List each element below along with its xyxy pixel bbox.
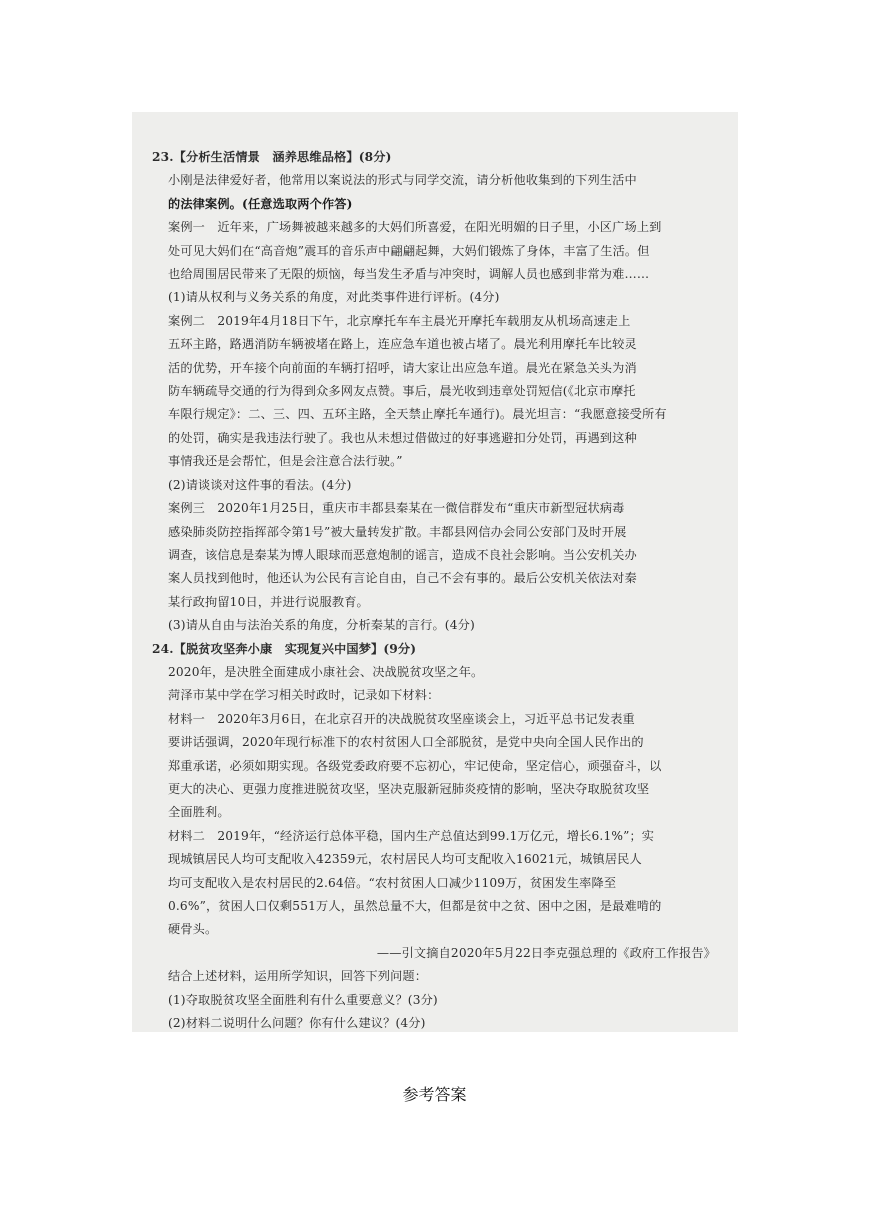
q24-intro-2: 菏泽市某中学在学习相关时政时，记录如下材料： (168, 688, 440, 703)
material1-line: 要讲话强调，2020年现行标准下的农村贫困人口全部脱贫，是党中央向全国人民作出的 (168, 735, 644, 750)
material1-line: 更大的决心、更强力度推进脱贫攻坚，坚决克服新冠肺炎疫情的影响，坚决夺取脱贫攻坚 (168, 781, 650, 796)
case1-line: 处可见大妈们在“高音炮”震耳的音乐声中翩翩起舞，大妈们锻炼了身体，丰富了生活。但 (168, 243, 650, 258)
case2-line: 的处罚，确实是我违法行驶了。我也从未想过借做过的好事逃避扣分处罚，再遇到这种 (168, 430, 637, 445)
answer-caption: 参考答案 (402, 1085, 467, 1104)
case3-line: 某行政拘留10日，并进行说服教育。 (168, 594, 369, 609)
q23-intro-1: 小刚是法律爱好者，他常用以案说法的形式与同学交流，请分析他收集到的下列生活中 (168, 173, 637, 188)
case2-line: 案例二 2019年4月18日下午，北京摩托车车主晨光开摩托车载朋友从机场高速走上 (168, 313, 631, 328)
case2-line: 事情我还是会帮忙，但是会注意合法行驶。” (168, 454, 403, 469)
material2-line: 硬骨头。 (168, 922, 218, 937)
case3-line: 案人员找到他时，他还认为公民有言论自由，自己不会有事的。最后公安机关依法对秦 (168, 571, 637, 586)
q23-question-3: (3)请从自由与法治关系的角度，分析秦某的言行。(4分) (168, 618, 475, 633)
case3-line: 调查，该信息是秦某为博人眼球而恶意炮制的谣言，造成不良社会影响。当公安机关办 (168, 547, 637, 562)
q23-question-1: (1)请从权利与义务关系的角度，对此类事件进行评析。(4分) (168, 290, 500, 305)
case2-line: 活的优势，开车接个向前面的车辆打招呼，请大家让出应急车道。晨光在紧急关头为消 (168, 360, 637, 375)
material2-line: 均可支配收入是农村居民的2.64倍。“农村贫困人口减少1109万，贫困发生率降至 (168, 875, 617, 890)
q23-heading: 23.【分析生活情景 涵养思维品格】(8分) (152, 150, 392, 164)
material1-line: 材料一 2020年3月6日，在北京召开的决战脱贫攻坚座谈会上，习近平总书记发表重 (168, 711, 635, 726)
material-source: ——引文摘自2020年5月22日李克强总理的《政府工作报告》 (376, 945, 716, 960)
material2-line: 材料二 2019年，“经济运行总体平稳，国内生产总值达到99.1万亿元，增长6.1%”；实 (168, 828, 655, 843)
material1-line: 郑重承诺，必须如期实现。各级党委政府要不忘初心，牢记使命，坚定信心，顽强奋斗，以 (168, 758, 662, 773)
material2-line: 0.6%”，贫困人口仅剩551万人，虽然总量不大，但都是贫中之贫、困中之困，是最难啃的 (168, 899, 662, 913)
q24-question-2: (2)材料二说明什么问题？你有什么建议？(4分) (168, 1016, 426, 1031)
case1-line: 案例一 近年来，广场舞被越来越多的大妈们所喜爱，在阳光明媚的日子里，小区广场上到 (168, 220, 662, 235)
material2-line: 现城镇居民人均可支配收入42359元，农村居民人均可支配收入16021元，城镇居民人 (168, 852, 642, 867)
case2-line: 车限行规定》：二、三、四、五环主路，全天禁止摩托车通行)。晨光坦言：“我愿意接受所有 (168, 407, 667, 422)
q24-lead: 结合上述材料，运用所学知识，回答下列问题： (168, 969, 428, 984)
scanned-exam-page (132, 112, 738, 1032)
q24-heading: 24.【脱贫攻坚奔小康 实现复兴中国梦】(9分) (152, 641, 417, 656)
case3-line: 感染肺炎防控指挥部令第1号”被大量转发扩散。丰都县网信办会同公安部门及时开展 (168, 524, 627, 539)
case1-line: 也给周围居民带来了无限的烦恼，每当发生矛盾与冲突时，调解人员也感到非常为难…… (168, 267, 650, 282)
case3-line: 案例三 2020年1月25日，重庆市丰都县秦某在一微信群发布“重庆市新型冠状病毒 (168, 501, 625, 516)
q24-intro-1: 2020年，是决胜全面建成小康社会、决战脱贫攻坚之年。 (168, 664, 484, 679)
material1-line: 全面胜利。 (168, 805, 230, 820)
case2-line: 防车辆疏导交通的行为得到众多网友点赞。事后，晨光收到违章处罚短信(《北京市摩托 (168, 384, 636, 399)
q24-question-1: (1)夺取脱贫攻坚全面胜利有什么重要意义？(3分) (168, 992, 438, 1007)
q23-question-2: (2)请谈谈对这件事的看法。(4分) (168, 477, 352, 492)
q23-intro-2: 的法律案例。(任意选取两个作答) (168, 196, 353, 211)
case2-line: 五环主路，路遇消防车辆被堵在路上，连应急车道也被占堵了。晨光利用摩托车比较灵 (168, 337, 637, 352)
